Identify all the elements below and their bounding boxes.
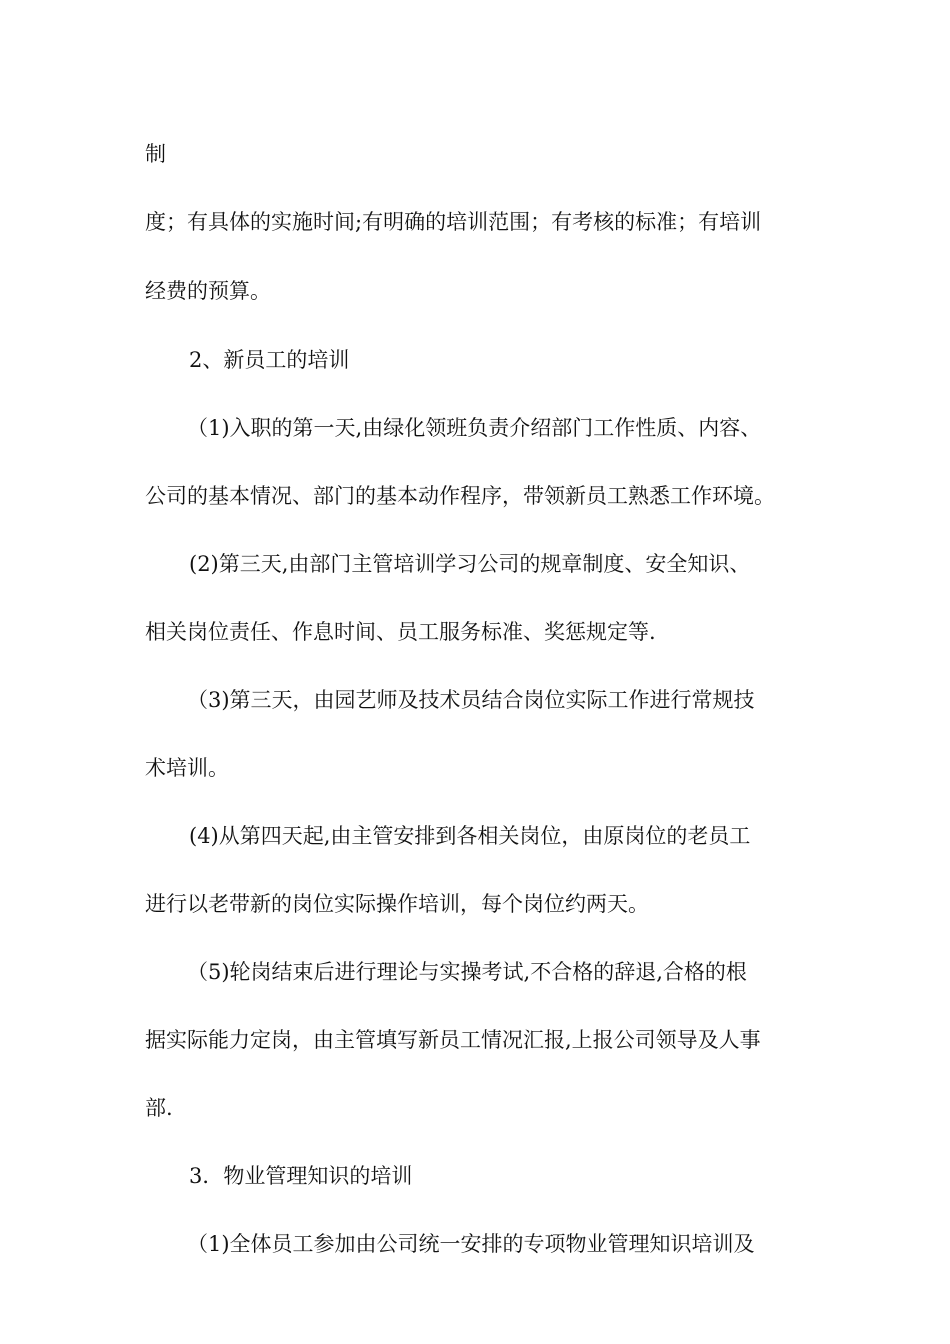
- text-line: 术培训。: [145, 756, 229, 780]
- text-line: （1)全体员工参加由公司统一安排的专项物业管理知识培训及: [187, 1232, 755, 1256]
- text-line: (2)第三天,由部门主管培训学习公司的规章制度、安全知识、: [189, 552, 751, 576]
- text-line: 进行以老带新的岗位实际操作培训，每个岗位约两天。: [145, 892, 649, 916]
- text-line: (4)从第四天起,由主管安排到各相关岗位，由原岗位的老员工: [189, 824, 751, 848]
- section-heading: 2、新员工的培训: [189, 348, 350, 372]
- text-line: 经费的预算。: [145, 279, 271, 303]
- text-line: 部.: [145, 1096, 173, 1120]
- text-line: （3)第三天，由园艺师及技术员结合岗位实际工作进行常规技: [187, 688, 755, 712]
- text-line: 公司的基本情况、部门的基本动作程序，带领新员工熟悉工作环境。: [145, 484, 775, 508]
- text-line: 制: [145, 142, 166, 166]
- text-line: （1)入职的第一天,由绿化领班负责介绍部门工作性质、内容、: [187, 416, 762, 440]
- section-heading: 3．物业管理知识的培训: [189, 1164, 413, 1188]
- text-line: （5)轮岗结束后进行理论与实操考试,不合格的辞退,合格的根: [187, 960, 747, 984]
- text-line: 据实际能力定岗，由主管填写新员工情况汇报,上报公司领导及人事: [145, 1028, 761, 1052]
- text-line: 相关岗位责任、作息时间、员工服务标准、奖惩规定等.: [145, 620, 656, 644]
- text-line: 度；有具体的实施时间;有明确的培训范围；有考核的标准；有培训: [145, 210, 762, 234]
